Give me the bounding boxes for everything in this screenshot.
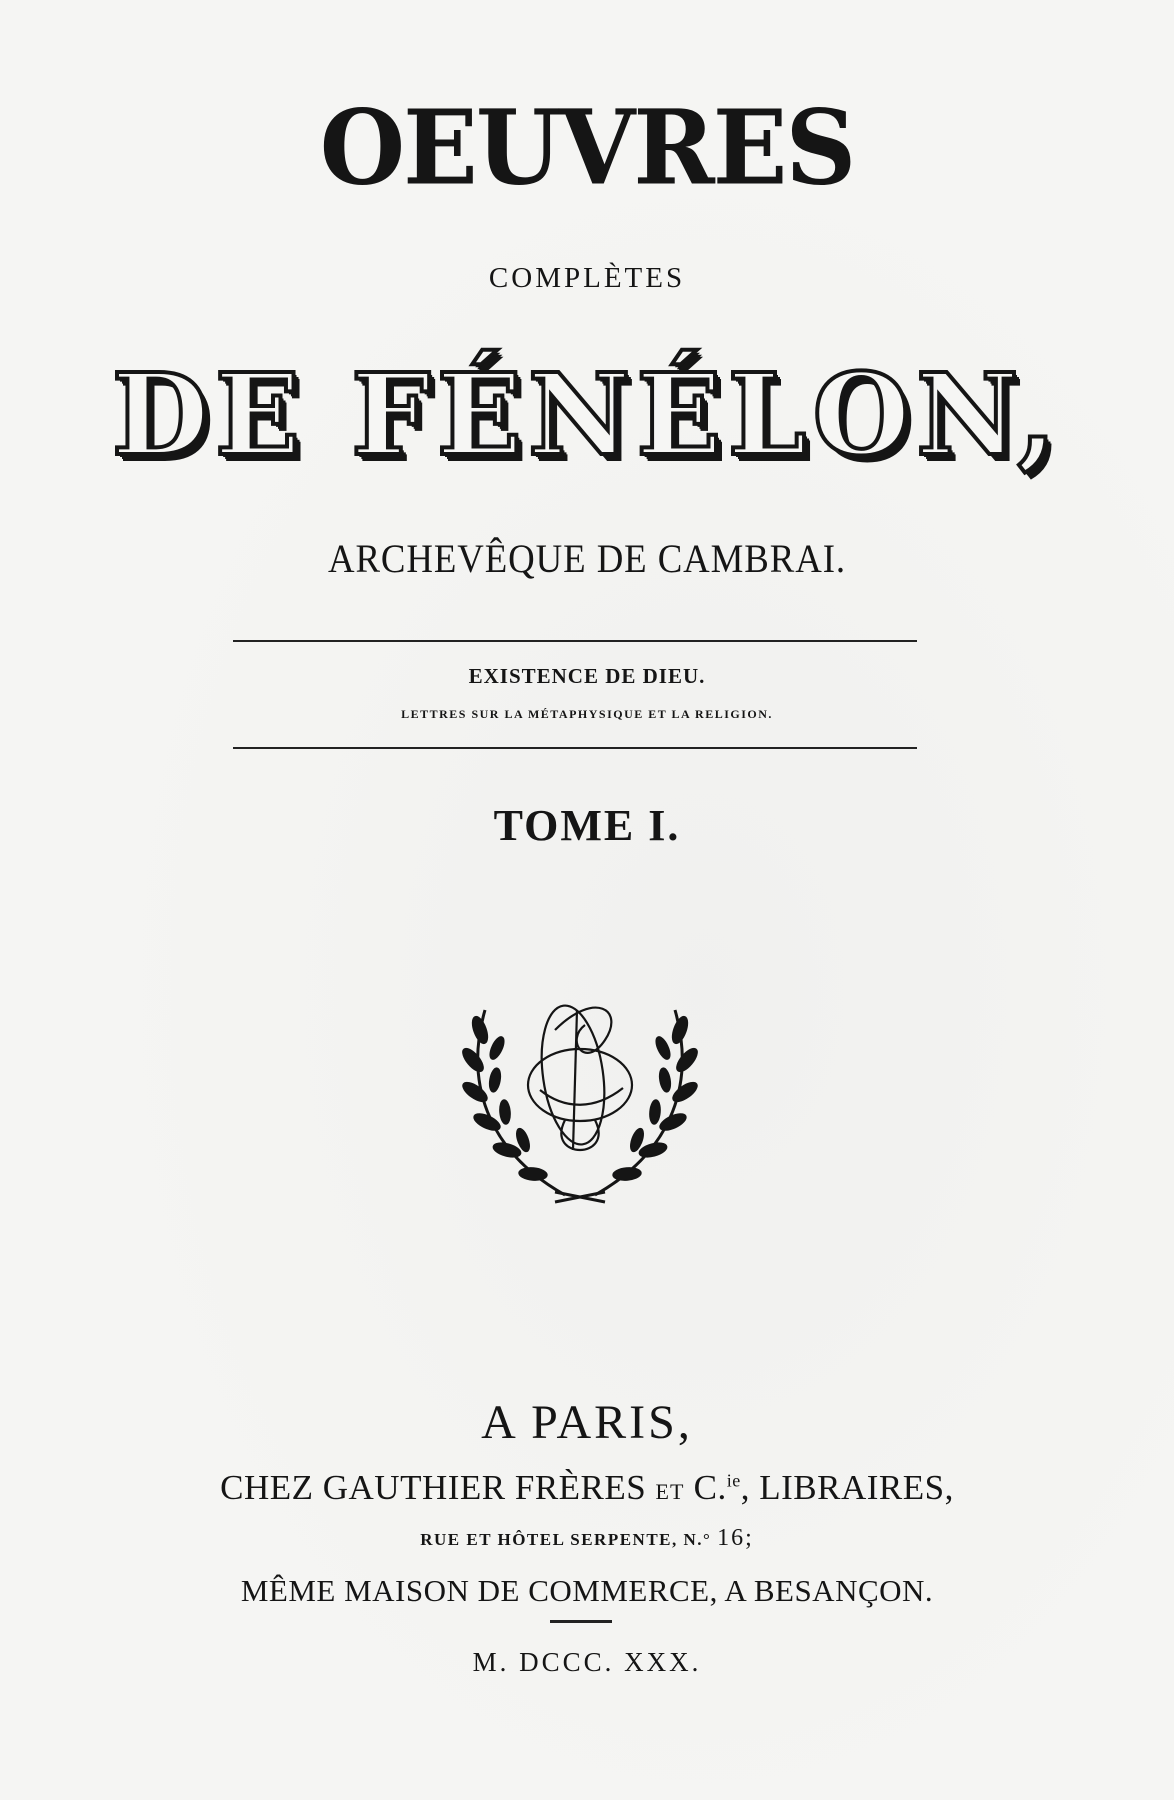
publisher-et: ET	[655, 1479, 685, 1504]
title-completes: COMPLÈTES	[488, 262, 686, 294]
imprint-branch: MÊME MAISON DE COMMERCE, A BESANÇON.	[240, 1573, 934, 1608]
imprint-address	[0, 1525, 1174, 1552]
divider-rule	[233, 747, 917, 749]
imprint-city: A PARIS,	[481, 1396, 693, 1449]
publisher-ie: ie	[726, 1470, 741, 1491]
address-street: RUE ET HÔTEL SERPENTE, N.°	[420, 1530, 712, 1549]
imprint-publisher	[0, 1468, 1174, 1508]
author-subtitle: ARCHEVÊQUE DE CAMBRAI.	[327, 536, 847, 581]
imprint-date: M. DCCC. XXX.	[472, 1647, 702, 1677]
title-oeuvres: OEUVRES	[319, 88, 855, 209]
title-de-fenelon: DE FÉNÉLON,	[111, 350, 1063, 481]
divider-rule-short	[550, 1620, 612, 1623]
address-number: 16;	[717, 1525, 754, 1551]
publisher-libraires: , LIBRAIRES,	[740, 1468, 954, 1507]
contents-line-2: LETTRES SUR LA MÉTAPHYSIQUE ET LA RELIGION.	[401, 707, 773, 721]
laurel-monogram-icon	[445, 970, 715, 1220]
volume-label: TOME I.	[493, 801, 681, 850]
publisher-name: CHEZ GAUTHIER FRÈRES	[220, 1468, 647, 1507]
divider-rule	[233, 640, 917, 642]
contents-line-1: EXISTENCE DE DIEU.	[468, 664, 706, 688]
publisher-c: C.	[693, 1468, 727, 1507]
